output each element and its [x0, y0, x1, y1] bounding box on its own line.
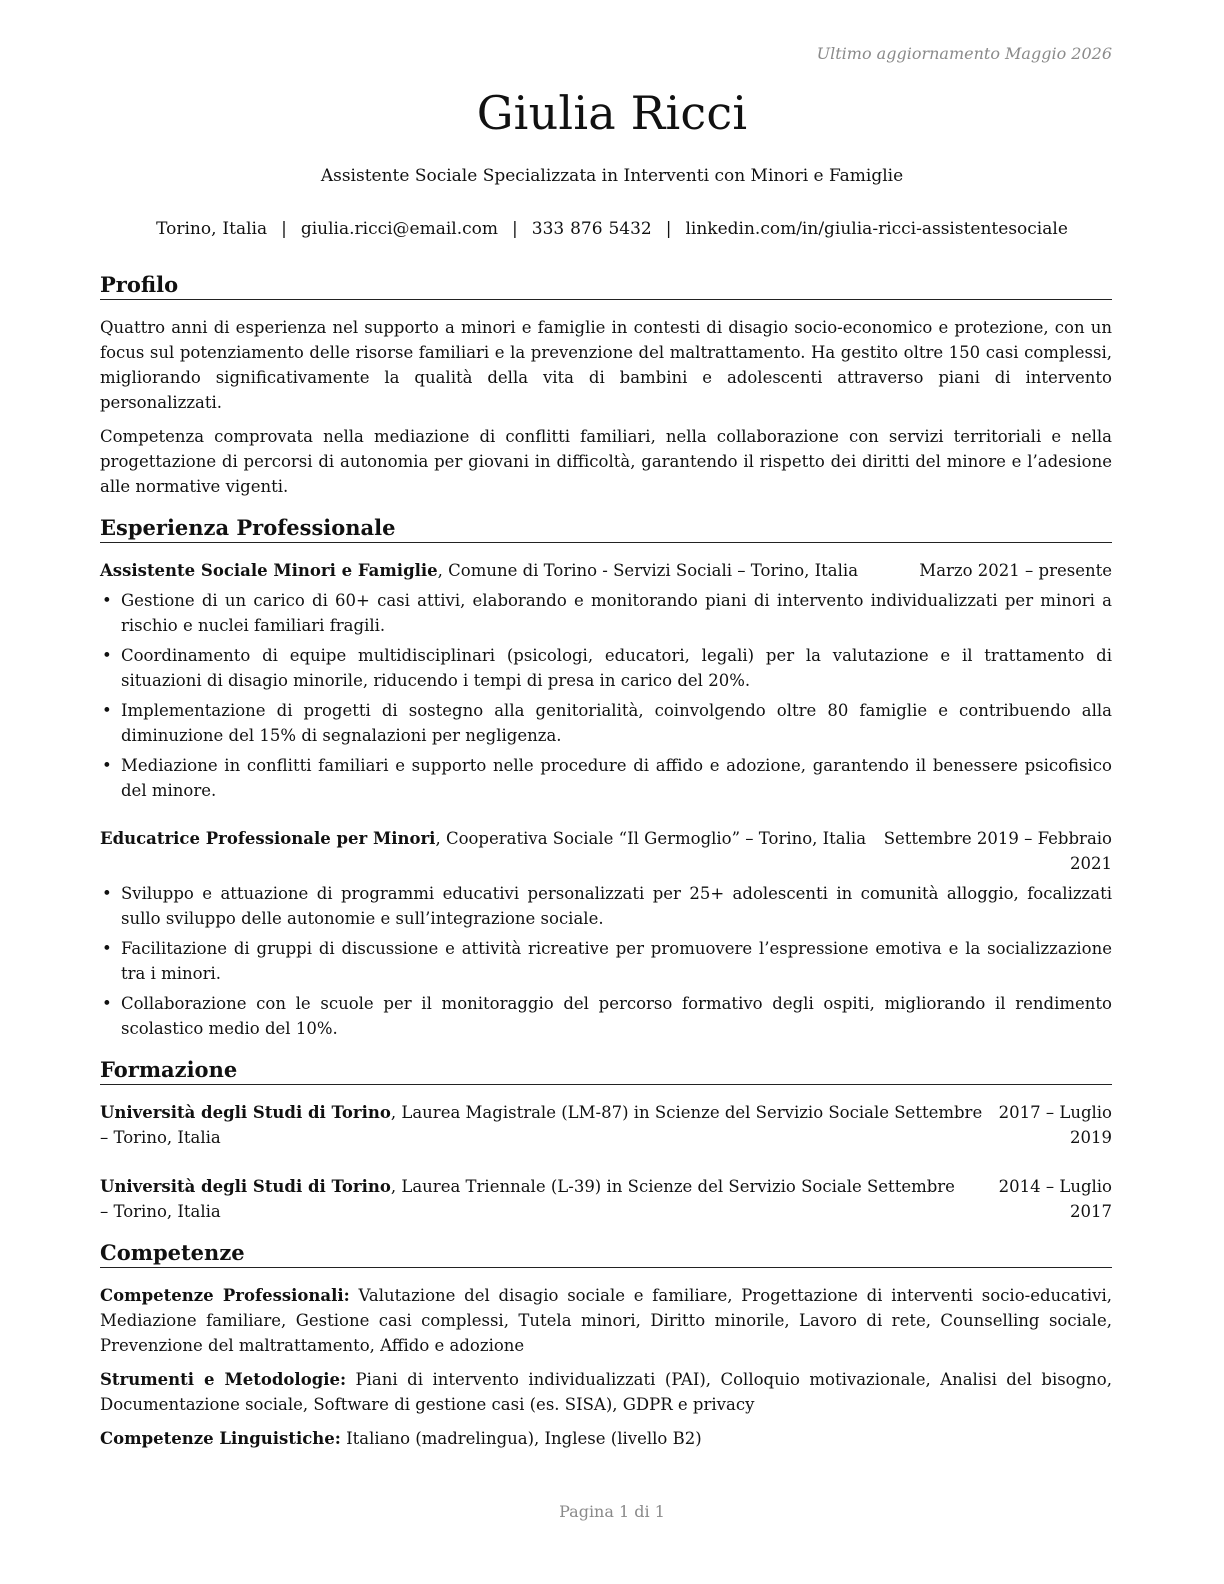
job-organization: , Cooperativa Sociale “Il Germoglio” – Torino, Italia [435, 829, 867, 848]
bullet-text: Gestione di un carico di 60+ casi attivi, elaborando e monitorando piani di intervento individualizzati per minori a rischio e nuclei familiari fragili. [121, 591, 1112, 635]
candidate-name: Giulia Ricci [476, 86, 748, 140]
list-item [100, 881, 1112, 931]
skills-label: Competenze Linguistiche: [100, 1429, 341, 1448]
profile-paragraph: Competenza comprovata nella mediazione di conflitti familiari, nella collaborazione con servizi territoriali e nella progettazione di percorsi di autonomia per giovani in difficoltà, garantendo il rispetto dei diritti del minore e l’adesione alle normative vigenti. [100, 427, 1112, 496]
list-item [100, 753, 1112, 803]
job-header [100, 826, 1112, 873]
job-bullets [100, 881, 1112, 1046]
bullet-text: Coordinamento di equipe multidisciplinari (psicologi, educatori, legali) per la valutazione e il trattamento di situazioni di disagio minorile, riducendo i tempi di presa in carico del 20%. [121, 646, 1112, 690]
separator: | [665, 219, 672, 239]
bullet-icon: • [102, 646, 112, 665]
bullet-icon: • [102, 884, 112, 903]
separator: | [512, 219, 518, 239]
education-place: – Torino, Italia [100, 1202, 221, 1221]
separator: | [281, 219, 287, 239]
education-dates-continued: 2019 [1070, 1128, 1112, 1147]
contact-phone[interactable]: 333 876 5432 [531, 219, 652, 239]
education-dates: 2017 – Luglio [998, 1103, 1112, 1122]
skills-group [100, 1426, 1112, 1451]
contact-linkedin[interactable]: linkedin.com/in/giulia-ricci-assistentesociale [685, 219, 1068, 239]
bullet-icon: • [102, 591, 112, 610]
section-heading-profile: Profilo [100, 272, 1112, 300]
education-dates-continued: 2017 [1070, 1202, 1112, 1221]
section-heading-skills: Competenze [100, 1240, 1112, 1268]
job-bullets [100, 588, 1112, 808]
bullet-text: Mediazione in conflitti familiari e supporto nelle procedure di affido e adozione, garantendo il benessere psicofisico del minore. [121, 756, 1112, 800]
contact-line [0, 219, 1224, 239]
skills-text: Valutazione del disagio sociale e familiare, Progettazione di interventi socio-educativi, Mediazione familiare, Gestione casi complessi, Tutela minori, Diritto minorile, Lavoro di rete, Counselling sociale, Prevenzione del maltrattamento, Affido e adozione [100, 1286, 1112, 1355]
education-place: – Torino, Italia [100, 1128, 221, 1147]
last-updated: Ultimo aggiornamento Maggio 2026 [816, 44, 1112, 63]
education-dates: 2014 – Luglio [998, 1177, 1112, 1196]
skills-group [100, 1367, 1112, 1417]
bullet-icon: • [102, 756, 112, 775]
list-item [100, 936, 1112, 986]
bullet-icon: • [102, 994, 112, 1013]
list-item [100, 643, 1112, 693]
profile-paragraph: Quattro anni di esperienza nel supporto a minori e famiglie in contesti di disagio socio-economico e protezione, con un focus sul potenziamento delle risorse familiari e la prevenzione del maltrattamento. Ha gestito oltre 150 casi complessi, migliorando significativamente la qualità della vita di bambini e adolescenti attraverso piani di intervento personalizzati. [100, 318, 1112, 412]
education-entry [100, 1174, 1112, 1224]
education-entry [100, 1100, 1112, 1150]
bullet-text: Sviluppo e attuazione di programmi educativi personalizzati per 25+ adolescenti in comunità alloggio, focalizzati sullo sviluppo delle autonomie e sull’integrazione sociale. [121, 884, 1112, 928]
job-title: Educatrice Professionale per Minori [100, 829, 436, 848]
education-degree: , Laurea Triennale (L-39) in Scienze del Servizio Sociale Settembre [390, 1177, 955, 1196]
job-header [100, 558, 1112, 583]
skills-text: Italiano (madrelingua), Inglese (livello B2) [340, 1429, 702, 1448]
bullet-text: Facilitazione di gruppi di discussione e attività ricreative per promuovere l’espressione emotiva e la socializzazione tra i minori. [121, 939, 1112, 983]
section-heading-experience: Esperienza Professionale [100, 515, 1112, 543]
job-organization: , Comune di Torino - Servizi Sociali – Torino, Italia [437, 561, 859, 580]
bullet-text: Implementazione di progetti di sostegno alla genitorialità, coinvolgendo oltre 80 famiglie e contribuendo alla diminuzione del 15% di segnalazioni per negligenza. [121, 701, 1112, 745]
contact-location: Torino, Italia [156, 219, 268, 239]
contact-email[interactable]: giulia.ricci@email.com [300, 219, 499, 239]
list-item [100, 698, 1112, 748]
list-item [100, 991, 1112, 1041]
education-degree: , Laurea Magistrale (LM-87) in Scienze del Servizio Sociale Settembre [390, 1103, 983, 1122]
job-dates: Settembre 2019 – Febbraio [883, 829, 1112, 848]
skills-label: Strumenti e Metodologie: [100, 1370, 347, 1389]
education-school: Università degli Studi di Torino [100, 1103, 391, 1122]
bullet-text: Collaborazione con le scuole per il monitoraggio del percorso formativo degli ospiti, migliorando il rendimento scolastico medio del 10%. [121, 994, 1112, 1038]
bullet-icon: • [102, 701, 112, 720]
bullet-icon: • [102, 939, 112, 958]
candidate-subtitle: Assistente Sociale Specializzata in Interventi con Minori e Famiglie [320, 166, 904, 186]
list-item [100, 588, 1112, 638]
job-dates-continued: 2021 [1070, 854, 1112, 873]
education-school: Università degli Studi di Torino [100, 1177, 391, 1196]
section-heading-education: Formazione [100, 1057, 1112, 1085]
skills-label: Competenze Professionali: [100, 1286, 350, 1305]
page-number: Pagina 1 di 1 [559, 1502, 665, 1521]
skills-text: Piani di intervento individualizzati (PAI), Colloquio motivazionale, Analisi del bisogno, Documentazione sociale, Software di gestione casi (es. SISA), GDPR e privacy [100, 1370, 1112, 1414]
job-title: Assistente Sociale Minori e Famiglie [100, 561, 438, 580]
job-dates: Marzo 2021 – presente [919, 561, 1112, 580]
skills-group [100, 1283, 1112, 1358]
